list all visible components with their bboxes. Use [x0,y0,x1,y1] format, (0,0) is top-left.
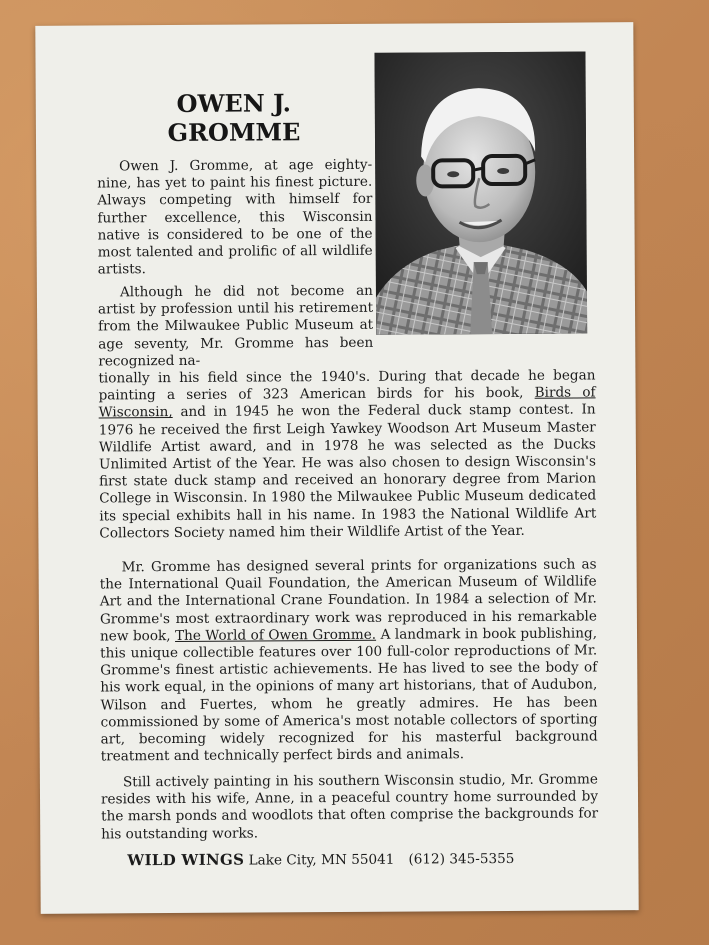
book-title-birds-of-wisconsin: Birds of Wisconsin, [98,384,596,421]
paragraph-career-start [98,283,374,371]
title-line-2: GROMME [167,117,301,148]
paragraph-studio [101,771,598,843]
biography-card [35,22,638,914]
publisher-name: WILD WINGS [127,850,245,870]
portrait-photo [374,51,587,334]
page-title [124,88,344,147]
paragraph-text: Although he did not become an artist by profession until his retirement from the Milwaukee Public Museum at age seventy, Mr. Gromme has been recognized na- [97,282,374,370]
publisher-phone: (612) 345-5355 [408,850,515,868]
paragraph-text [100,556,598,765]
paragraph-intro [97,157,373,279]
paragraph-prints [100,556,598,765]
publisher-address: Lake City, MN 55041 [248,851,395,869]
title-line-1: OWEN J. [176,88,291,118]
paragraph-text: Owen J. Gromme, at age eighty-nine, has yet to paint his finest picture. Always competing with himself for further excellence, this Wisconsin native is considered to be one of the most talented and prolific of all wildlife artists. [97,156,373,278]
text-run: Mr. Gromme has designed several prints for organizations such as the International Quail Foundation, the American Museum of Wildlife Art and the International Crane Foundation. In 1984 a selection of Mr. Gromme's most extraordinary work was reproduced in his remarkable new book, [99,556,597,645]
text-run: tionally in his field since the 1940's. During that decade he began painting a series of 323 American birds for his book, [98,367,596,404]
book-title-world-of-owen-gromme: The World of Owen Gromme. [174,626,377,644]
paragraph-text: Still actively painting in his southern Wisconsin studio, Mr. Gromme resides with his wife, Anne, in a peaceful country home surrounded by the marsh ponds and woodlots that often comprise the backgrounds for his outstanding works. [100,771,599,843]
paragraph-text [98,367,596,542]
publisher-footer [127,848,587,869]
text-run: and in 1945 he won the Federal duck stamp contest. In 1976 he received the first Leigh Yawkey Woodson Art Museum Master Wildlife Artist award, and in 1978 he was selected as the Ducks Unlimited Artist of the Year. He was also chosen to design Wisconsin's first state duck stamp and received an honorary degree from Marion College in Wisconsin. In 1980 the Milwaukee Public Museum dedicated its special exhibits hall in his name. In 1983 the National Wildlife Art Collectors Society named him their Wildlife Artist of the Year. [98,401,597,542]
text-run: A landmark in book publishing, this unique collectible features over 100 full-color reproductions of Mr. Gromme's finest artistic achievements. He has lived to see the body of his work equal, in the opinions of many art historians, that of Audubon, Wilson and Fuertes, whom he greatly admires. He has been commissioned by some of America's most notable collectors of sporting art, becoming widely recognized for his masterful background treatment and technically perfect birds and animals. [100,625,598,765]
paragraph-career-continued [98,367,596,542]
